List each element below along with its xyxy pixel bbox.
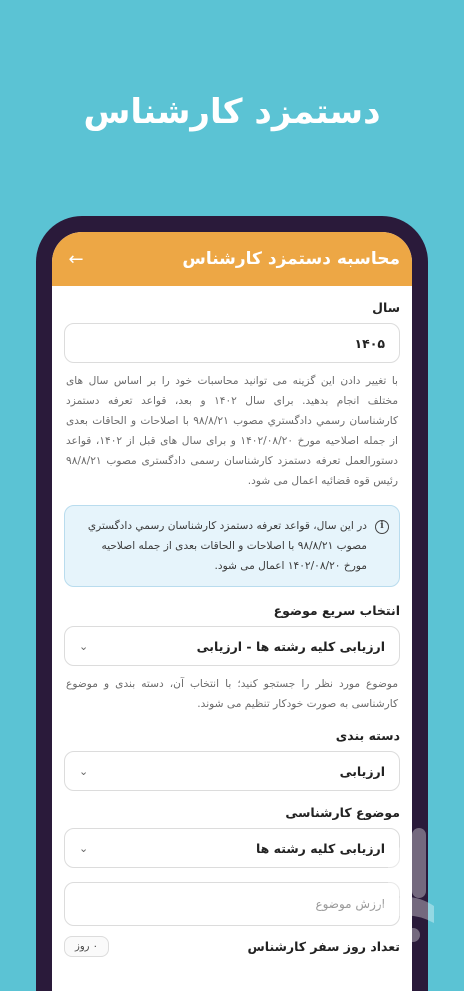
travel-days-label: تعداد روز سفر کارشناس (247, 939, 400, 954)
year-value: ۱۴۰۵ (354, 335, 385, 351)
topic-value-input[interactable] (79, 897, 385, 911)
category-select[interactable] (64, 751, 400, 791)
chevron-down-icon: ⌄ (79, 841, 89, 855)
arrow-back-icon[interactable]: ← (68, 248, 84, 270)
expert-topic-value: ارزیابی کلیه رشته ها (255, 840, 385, 856)
travel-days-row (64, 936, 400, 957)
quick-topic-select[interactable] (64, 626, 400, 666)
category-value: ارزیابی (339, 763, 385, 779)
category-label: دسته بندی (335, 728, 400, 743)
travel-days-value[interactable]: ۰ روز (64, 936, 109, 957)
info-icon: i (375, 520, 389, 534)
info-text: در این سال، قواعد تعرفه دستمزد کارشناسان رسمي دادگستري مصوب ۹۸/۸/۲۱ با اصلاحات و الحاقات بعدی از جمله اصلاحیه مورخ ۱۴۰۲/۰۸/۲۰ اعمال می شود. (87, 520, 367, 572)
app-screen (52, 232, 412, 991)
form-content (52, 286, 412, 957)
quick-topic-value: ارزیابی کلیه رشته ها - ارزیابی (196, 638, 385, 654)
year-label: سال (372, 300, 400, 315)
hero-title: دستمزد کارشناس (83, 92, 381, 132)
topic-value-field[interactable] (64, 882, 400, 926)
app-bar (52, 232, 412, 286)
chevron-down-icon: ⌄ (79, 764, 89, 778)
expert-topic-label: موضوع کارشناسی (285, 805, 400, 820)
quick-topic-label: انتخاب سریع موضوع (273, 603, 400, 618)
year-help-text: با تغییر دادن این گزینه می توانید محاسبات خود را بر اساس سال های مختلف انجام بدهید. برای سال ۱۴۰۲ و بعد، قواعد تعرفه دستمزد کارشناسان رسمي دادگستري مصوب ۹۸/۸/۲۱ با اصلاحات و الحاقات بعدی از جمله اصلاحیه مورخ ۱۴۰۲/۰۸/۲۰ و برای سال های قبل از ۱۴۰۲، قواعد دستورالعمل تعرفه دستمزد کارشناسان رسمی دادگستری مصوب ۹۸/۸/۲۱ رئیس قوه قضائیه اعمال می شود. (66, 375, 398, 487)
quick-topic-help-text: موضوع مورد نظر را جستجو کنید؛ با انتخاب آن، دسته بندی و موضوع کارشناسی به صورت خودکار تنظیم می شوند. (66, 678, 398, 710)
year-select[interactable] (64, 323, 400, 363)
info-box (64, 505, 400, 587)
expert-topic-select[interactable] (64, 828, 400, 868)
chevron-down-icon: ⌄ (79, 639, 89, 653)
app-bar-title: محاسبه دستمزد کارشناس (182, 249, 400, 269)
